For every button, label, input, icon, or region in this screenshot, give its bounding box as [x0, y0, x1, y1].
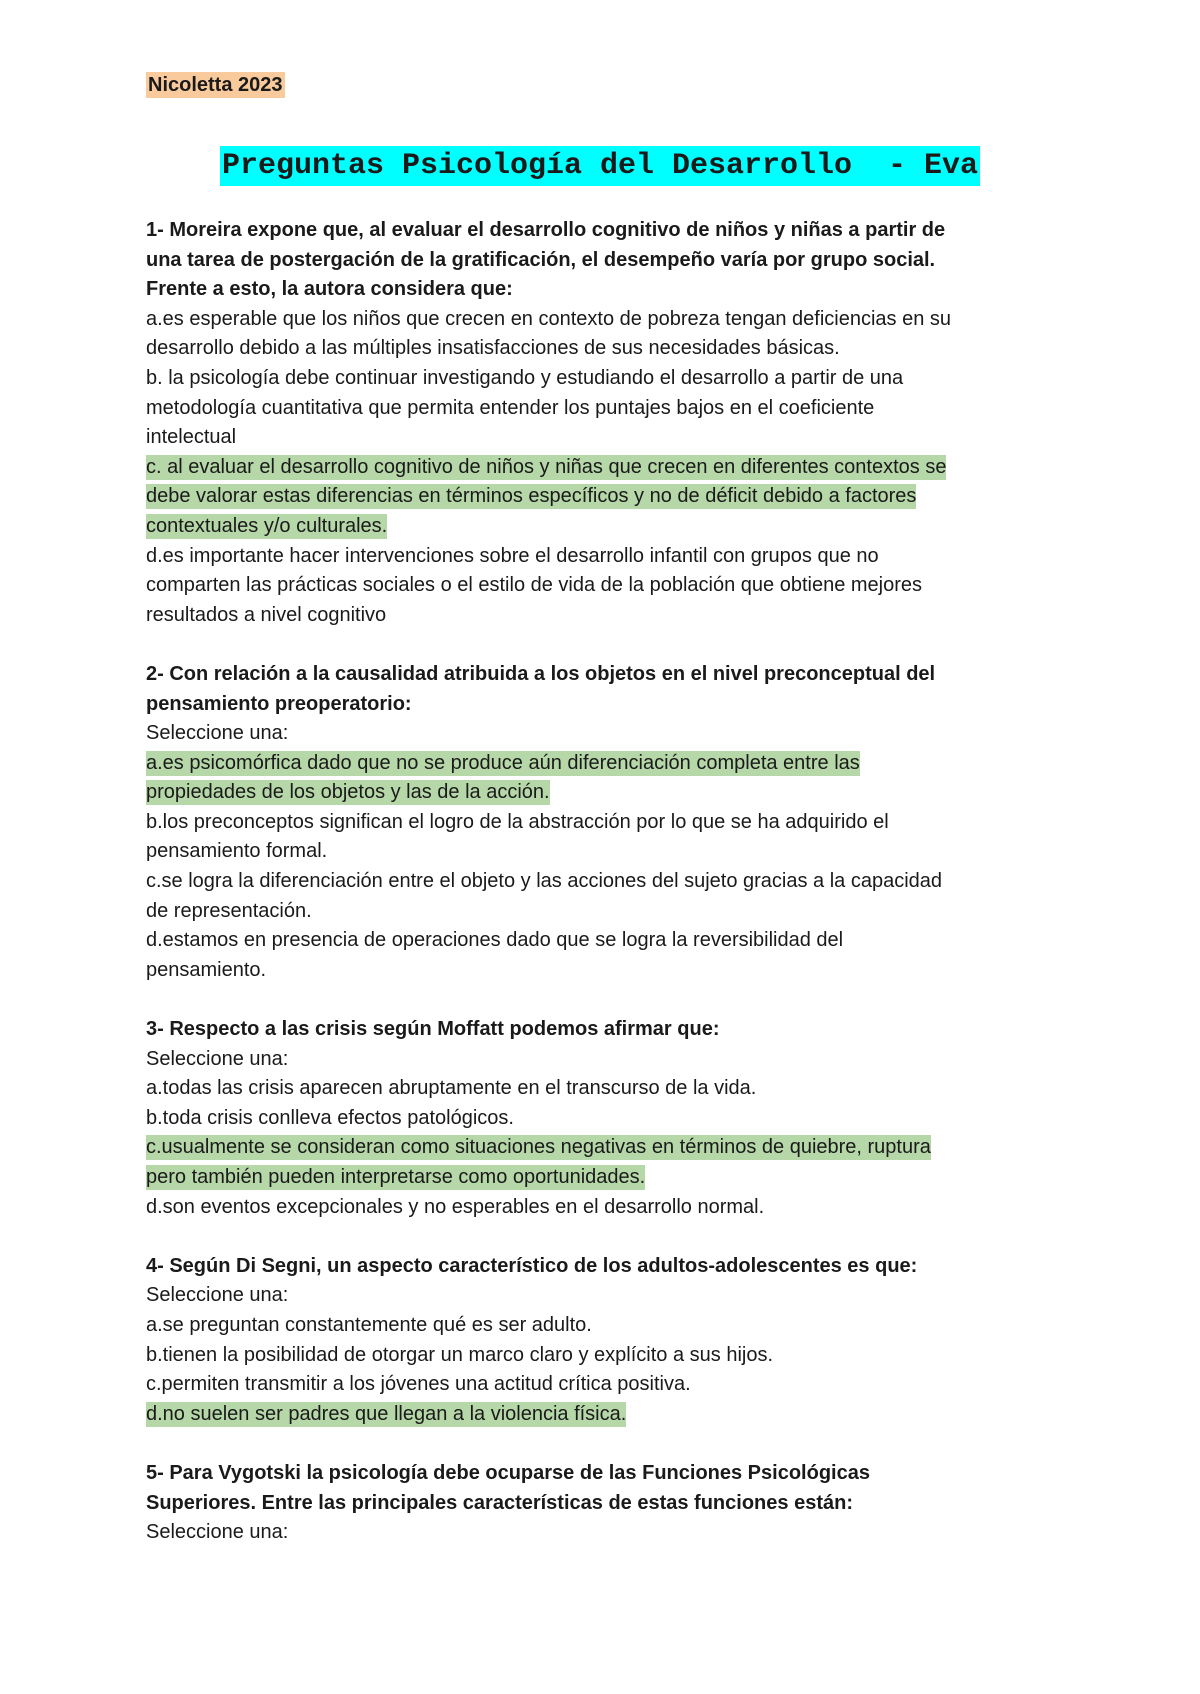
- answer-option-text: b.toda crisis conlleva efectos patológicos.: [146, 1106, 514, 1129]
- answer-option-line: [146, 956, 1046, 986]
- answer-option-line: [146, 1193, 1046, 1223]
- answer-option-line: [146, 394, 1046, 424]
- answer-option: [146, 926, 1046, 985]
- answer-option-text: metodología cuantitativa que permita entender los puntajes bajos en el coeficiente: [146, 396, 875, 419]
- answer-option: [146, 1311, 1046, 1341]
- answer-option-line: [146, 482, 1046, 512]
- answer-option: [146, 1074, 1046, 1104]
- answer-option-text: a.todas las crisis aparecen abruptamente en el transcurso de la vida.: [146, 1077, 757, 1100]
- answer-option-text: propiedades de los objetos y las de la acción.: [146, 781, 550, 804]
- answer-option-correct: [146, 1133, 1046, 1192]
- answer-option-line: [146, 1163, 1046, 1193]
- title-row: [0, 146, 1200, 186]
- document-title: Preguntas Psicología del Desarrollo - Eva: [220, 146, 980, 186]
- answer-option-line: [146, 364, 1046, 394]
- answer-option-line: [146, 1074, 1046, 1104]
- answer-option-line: [146, 512, 1046, 542]
- answer-option-line: [146, 571, 1046, 601]
- question-text: [146, 1459, 1046, 1518]
- answer-option-text: pero también pueden interpretarse como oportunidades.: [146, 1166, 646, 1188]
- question-block: [146, 216, 1046, 630]
- answer-option-line: [146, 601, 1046, 631]
- answer-option-line: [146, 334, 1046, 364]
- answer-option-line: [146, 305, 1046, 335]
- question-text: [146, 1015, 1046, 1045]
- answer-option: [146, 1341, 1046, 1371]
- question-text: [146, 1252, 1046, 1282]
- answer-option-text: c. al evaluar el desarrollo cognitivo de niños y niñas que crecen en diferentes contextos se: [146, 455, 947, 478]
- answer-option-line: [146, 423, 1046, 453]
- question-text-line: 2- Con relación a la causalidad atribuida a los objetos en el nivel preconceptual del: [146, 662, 936, 685]
- answer-option-text: c.permiten transmitir a los jóvenes una actitud crítica positiva.: [146, 1373, 691, 1396]
- answer-option: [146, 867, 1046, 926]
- answer-option-line: [146, 1311, 1046, 1341]
- answer-option-text: comparten las prácticas sociales o el estilo de vida de la población que obtiene mejores: [146, 574, 923, 597]
- select-prompt: Seleccione una:: [146, 722, 289, 745]
- answer-option-line: [146, 808, 1046, 838]
- answer-option-line: [146, 1400, 1046, 1430]
- answer-option-line: [146, 749, 1046, 779]
- answer-option-text: desarrollo debido a las múltiples insatisfacciones de sus necesidades básicas.: [146, 337, 840, 360]
- answer-option: [146, 364, 1046, 453]
- answer-option-text: intelectual: [146, 426, 237, 449]
- answer-option-text: c.usualmente se consideran como situaciones negativas en términos de quiebre, ruptura: [146, 1136, 931, 1159]
- answer-option-line: [146, 867, 1046, 897]
- answer-option-line: [146, 837, 1046, 867]
- answer-option-line: [146, 1133, 1046, 1163]
- question-block: [146, 1459, 1046, 1548]
- answer-option-line: [146, 926, 1046, 956]
- answer-option-text: b.tienen la posibilidad de otorgar un marco claro y explícito a sus hijos.: [146, 1343, 774, 1366]
- answer-option: [146, 305, 1046, 364]
- answer-option-line: [146, 1370, 1046, 1400]
- answer-option-line: [146, 778, 1046, 808]
- question-text-line: 3- Respecto a las crisis según Moffatt podemos afirmar que:: [146, 1018, 720, 1041]
- question-text-line: Superiores. Entre las principales características de estas funciones están:: [146, 1491, 853, 1514]
- answer-option-line: [146, 897, 1046, 927]
- question-block: [146, 1252, 1046, 1430]
- question-text-line: pensamiento preoperatorio:: [146, 692, 412, 715]
- question-list: [146, 216, 1046, 1577]
- answer-option-line: [146, 1341, 1046, 1371]
- answer-option: [146, 808, 1046, 867]
- author-label: Nicoletta 2023: [148, 74, 283, 96]
- answer-option-correct: [146, 453, 1046, 542]
- answer-option: [146, 1104, 1046, 1134]
- question-text-line: Frente a esto, la autora considera que:: [146, 278, 513, 301]
- answer-option-line: [146, 542, 1046, 572]
- answer-option-text: de representación.: [146, 899, 312, 922]
- question-text-line: 5- Para Vygotski la psicología debe ocuparse de las Funciones Psicológicas: [146, 1461, 870, 1484]
- question-text: [146, 216, 1046, 305]
- answer-option: [146, 1193, 1046, 1223]
- answer-option-text: d.estamos en presencia de operaciones dado que se logra la reversibilidad del: [146, 929, 844, 952]
- answer-option-text: a.es esperable que los niños que crecen en contexto de pobreza tengan deficiencias en su: [146, 307, 951, 330]
- answer-option: [146, 1370, 1046, 1400]
- answer-option-correct: [146, 1400, 1046, 1430]
- question-text-line: una tarea de postergación de la gratificación, el desempeño varía por grupo social.: [146, 248, 936, 271]
- answer-option-text: debe valorar estas diferencias en términos específicos y no de déficit debido a factores: [146, 485, 917, 508]
- question-block: [146, 660, 1046, 986]
- answer-option-text: d.son eventos excepcionales y no esperables en el desarrollo normal.: [146, 1195, 765, 1218]
- answer-option-text: pensamiento.: [146, 958, 267, 981]
- select-prompt: Seleccione una:: [146, 1047, 289, 1070]
- answer-option-text: b. la psicología debe continuar investigando y estudiando el desarrollo a partir de una: [146, 366, 904, 389]
- select-prompt: Seleccione una:: [146, 1521, 289, 1544]
- answer-option-text: contextuales y/o culturales.: [146, 514, 388, 537]
- answer-option: [146, 542, 1046, 631]
- answer-option-text: d.no suelen ser padres que llegan a la violencia física.: [146, 1402, 627, 1425]
- answer-option-text: d.es importante hacer intervenciones sobre el desarrollo infantil con grupos que no: [146, 544, 879, 567]
- answer-option-line: [146, 453, 1046, 483]
- answer-option-text: b.los preconceptos significan el logro de la abstracción por lo que se ha adquirido el: [146, 810, 889, 833]
- select-prompt: Seleccione una:: [146, 1284, 289, 1307]
- question-text: [146, 660, 1046, 719]
- question-text-line: 4- Según Di Segni, un aspecto característico de los adultos-adolescentes es que:: [146, 1254, 918, 1277]
- answer-option-text: resultados a nivel cognitivo: [146, 603, 387, 626]
- answer-option-text: a.se preguntan constantemente qué es ser adulto.: [146, 1313, 592, 1336]
- answer-option-text: c.se logra la diferenciación entre el objeto y las acciones del sujeto gracias a la capacidad: [146, 870, 943, 893]
- answer-option-correct: [146, 749, 1046, 808]
- answer-option-text: pensamiento formal.: [146, 840, 328, 863]
- question-text-line: 1- Moreira expone que, al evaluar el desarrollo cognitivo de niños y niñas a partir de: [146, 219, 946, 241]
- answer-option-text: a.es psicomórfica dado que no se produce aún diferenciación completa entre las: [146, 751, 860, 774]
- answer-option-line: [146, 1104, 1046, 1134]
- question-block: [146, 1015, 1046, 1222]
